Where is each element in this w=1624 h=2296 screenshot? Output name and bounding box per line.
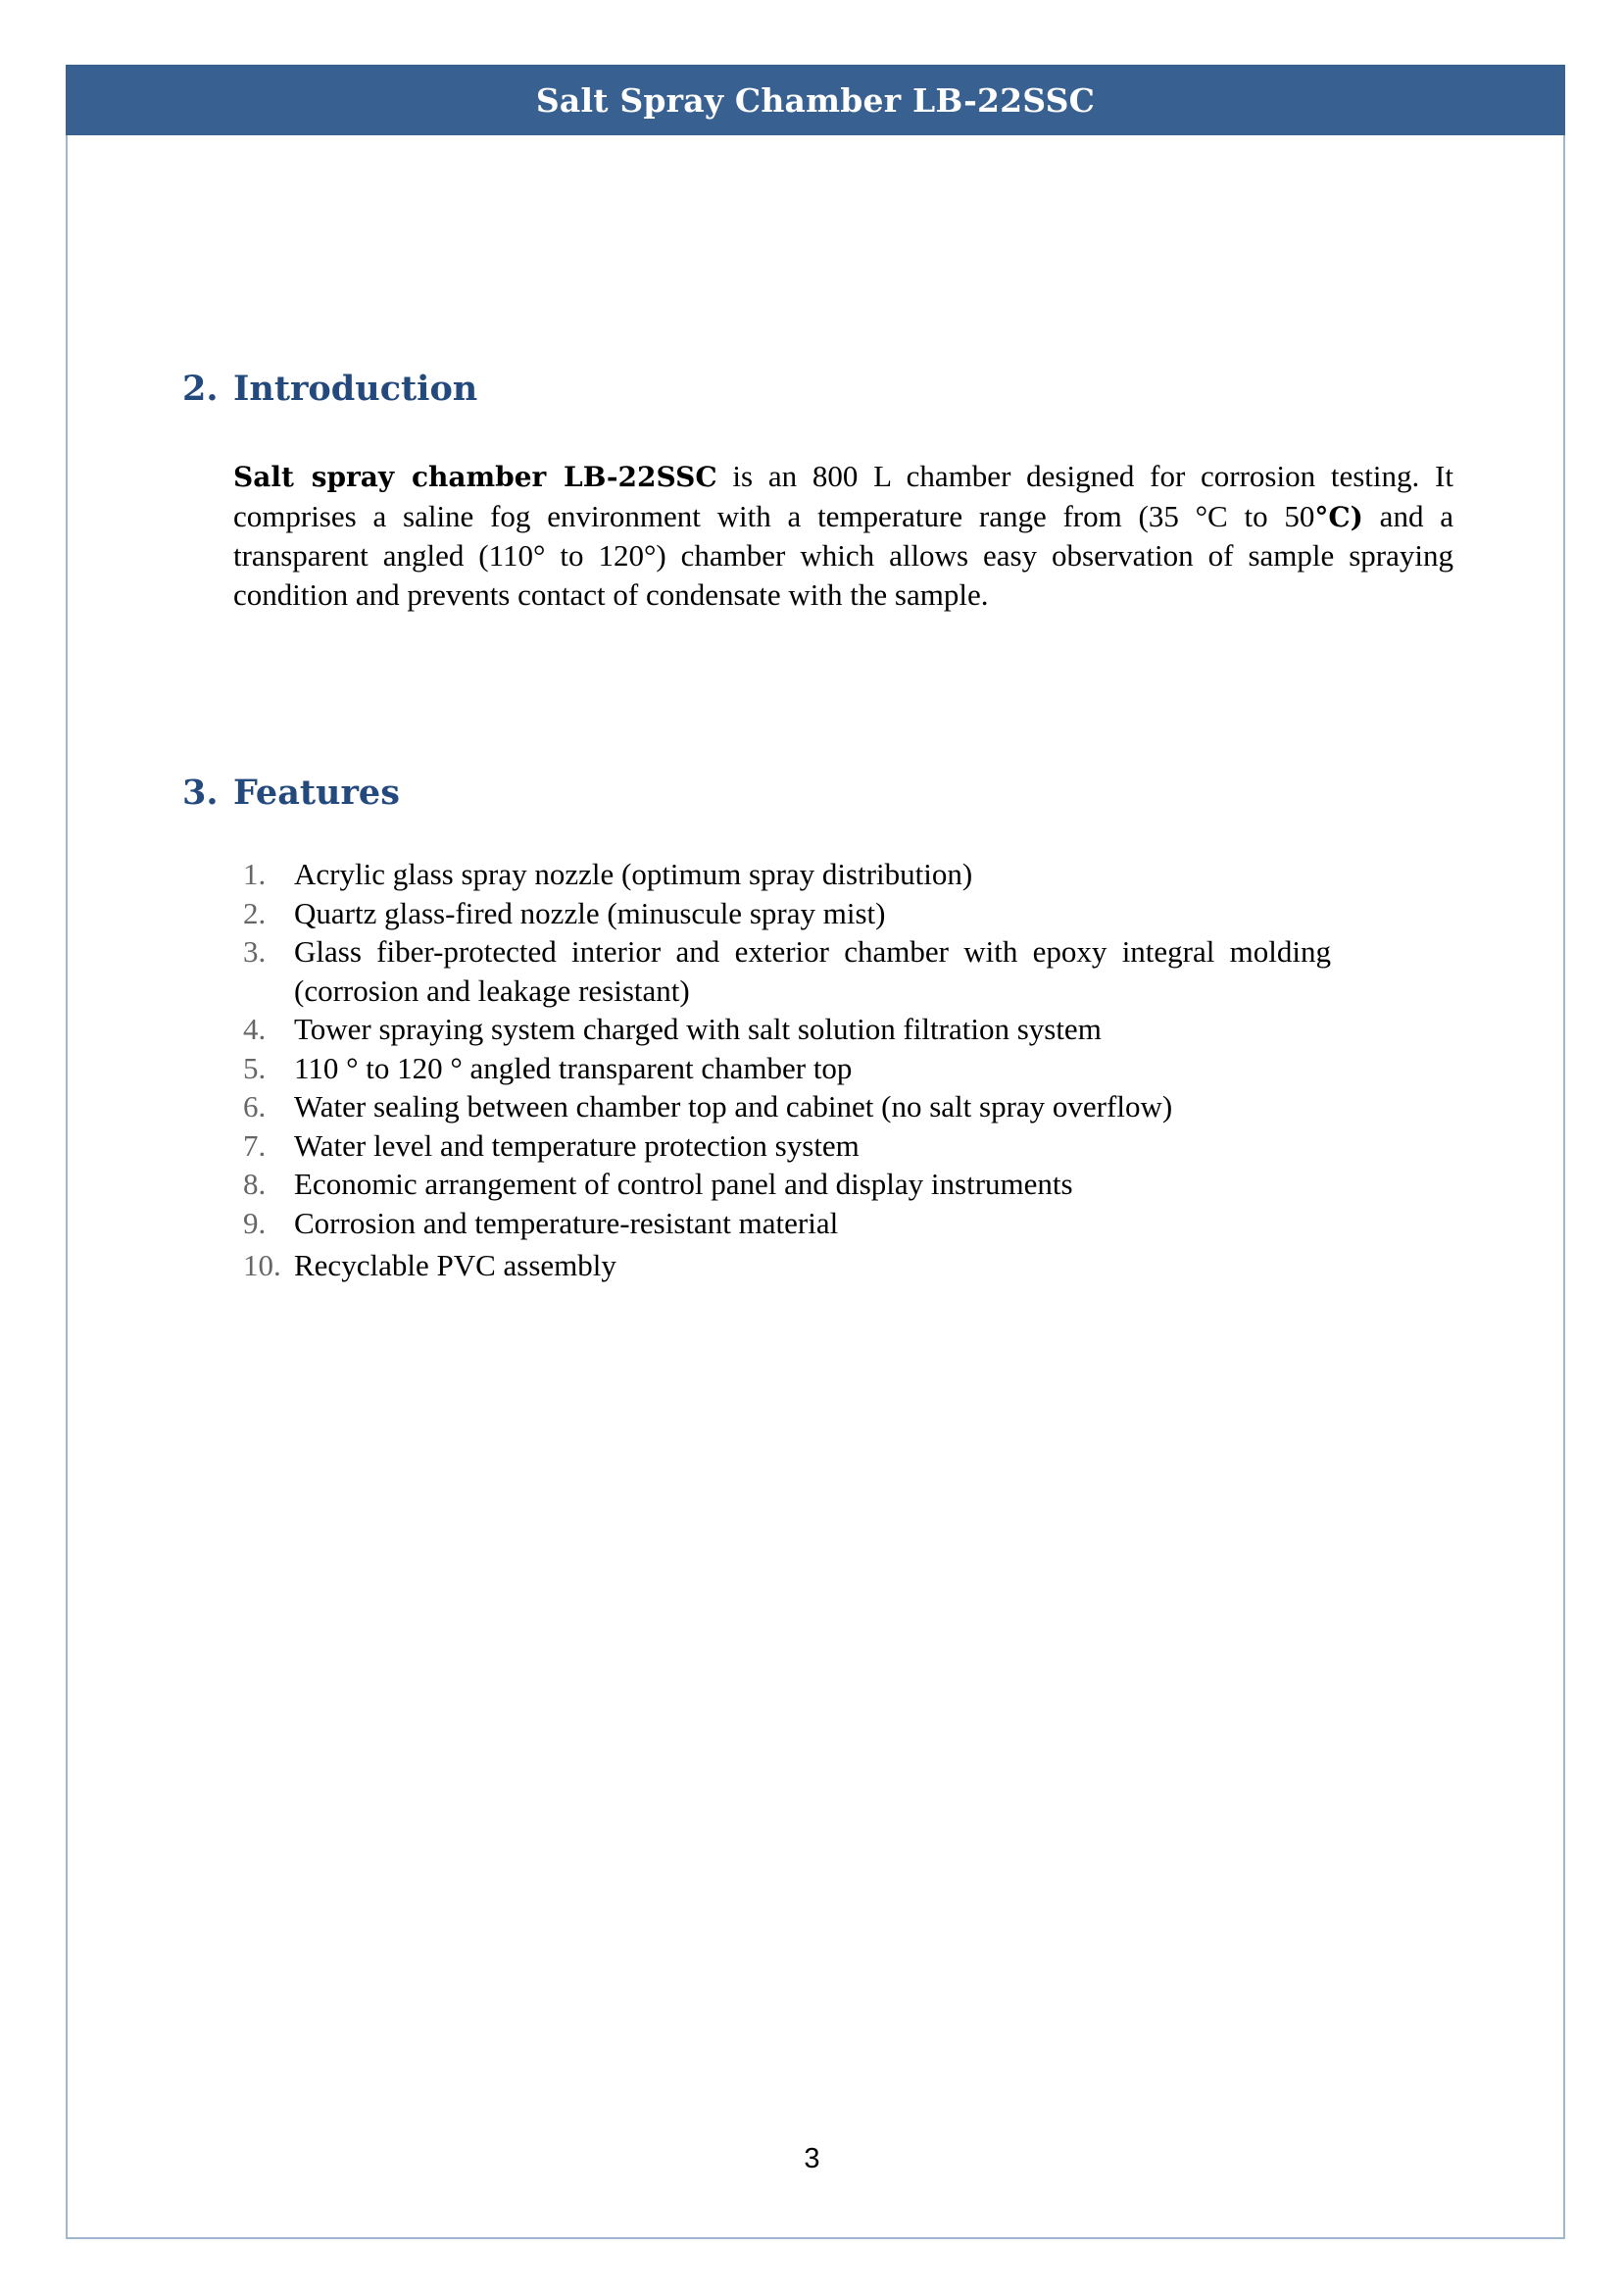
feature-item — [243, 1204, 1331, 1243]
feature-item — [243, 1165, 1331, 1204]
feature-text: Acrylic glass spray nozzle (optimum spray distribution) — [294, 857, 973, 891]
features-list — [243, 855, 1331, 1285]
introduction-lead-bold: Salt spray chamber LB-22SSC — [233, 461, 717, 493]
features-heading-number: 3. — [182, 773, 219, 813]
feature-text: Quartz glass-fired nozzle (minuscule spray mist) — [294, 895, 886, 930]
feature-number: 3. — [243, 934, 267, 969]
feature-number: 10. — [243, 1248, 281, 1282]
feature-text: Recyclable PVC assembly — [294, 1248, 616, 1282]
feature-item — [243, 855, 1331, 894]
feature-item — [243, 932, 1331, 1010]
feature-text: Economic arrangement of control panel and display instruments — [294, 1167, 1073, 1201]
feature-item — [243, 1087, 1331, 1126]
feature-number: 5. — [243, 1050, 267, 1085]
feature-text: Corrosion and temperature-resistant material — [294, 1205, 839, 1240]
page-number: 3 — [804, 2143, 820, 2174]
document-title: Salt Spray Chamber LB-22SSC — [535, 80, 1096, 120]
feature-number: 2. — [243, 895, 267, 930]
introduction-text-part2: and a transparent angled (110° to 120°) chamber which allows easy observation of sample spraying condition and prevents contact of condensate with the sample. — [233, 498, 1453, 612]
feature-text: Tower spraying system charged with salt solution filtration system — [294, 1012, 1102, 1046]
feature-number: 4. — [243, 1012, 267, 1046]
introduction-heading-text: Introduction — [233, 369, 478, 409]
feature-number: 1. — [243, 857, 267, 891]
introduction-heading — [182, 369, 477, 409]
feature-number: 9. — [243, 1205, 267, 1240]
feature-item — [243, 1126, 1331, 1166]
feature-text: Water sealing between chamber top and cabinet (no salt spray overflow) — [294, 1089, 1173, 1123]
feature-item — [243, 894, 1331, 933]
introduction-text-part1: is an 800 L chamber designed for corrosion testing. It comprises a saline fog environment with a temperature range from (35 °C to 50 — [233, 459, 1453, 533]
introduction-heading-number: 2. — [182, 369, 219, 409]
feature-item — [243, 1246, 1331, 1285]
feature-number: 8. — [243, 1167, 267, 1201]
introduction-text-bold-unit: °C) — [1314, 500, 1363, 533]
introduction-paragraph — [233, 457, 1453, 614]
feature-number: 6. — [243, 1089, 267, 1123]
feature-item — [243, 1010, 1331, 1049]
feature-item — [243, 1049, 1331, 1088]
features-heading — [182, 773, 400, 813]
header-banner — [66, 65, 1565, 135]
feature-text: Water level and temperature protection system — [294, 1127, 860, 1163]
feature-text: 110 ° to 120 ° angled transparent chamber top — [294, 1050, 853, 1085]
feature-number: 7. — [243, 1127, 267, 1163]
features-heading-text: Features — [233, 773, 400, 813]
feature-text: Glass fiber-protected interior and exterior chamber with epoxy integral molding (corrosion and leakage resistant) — [294, 934, 1331, 1008]
